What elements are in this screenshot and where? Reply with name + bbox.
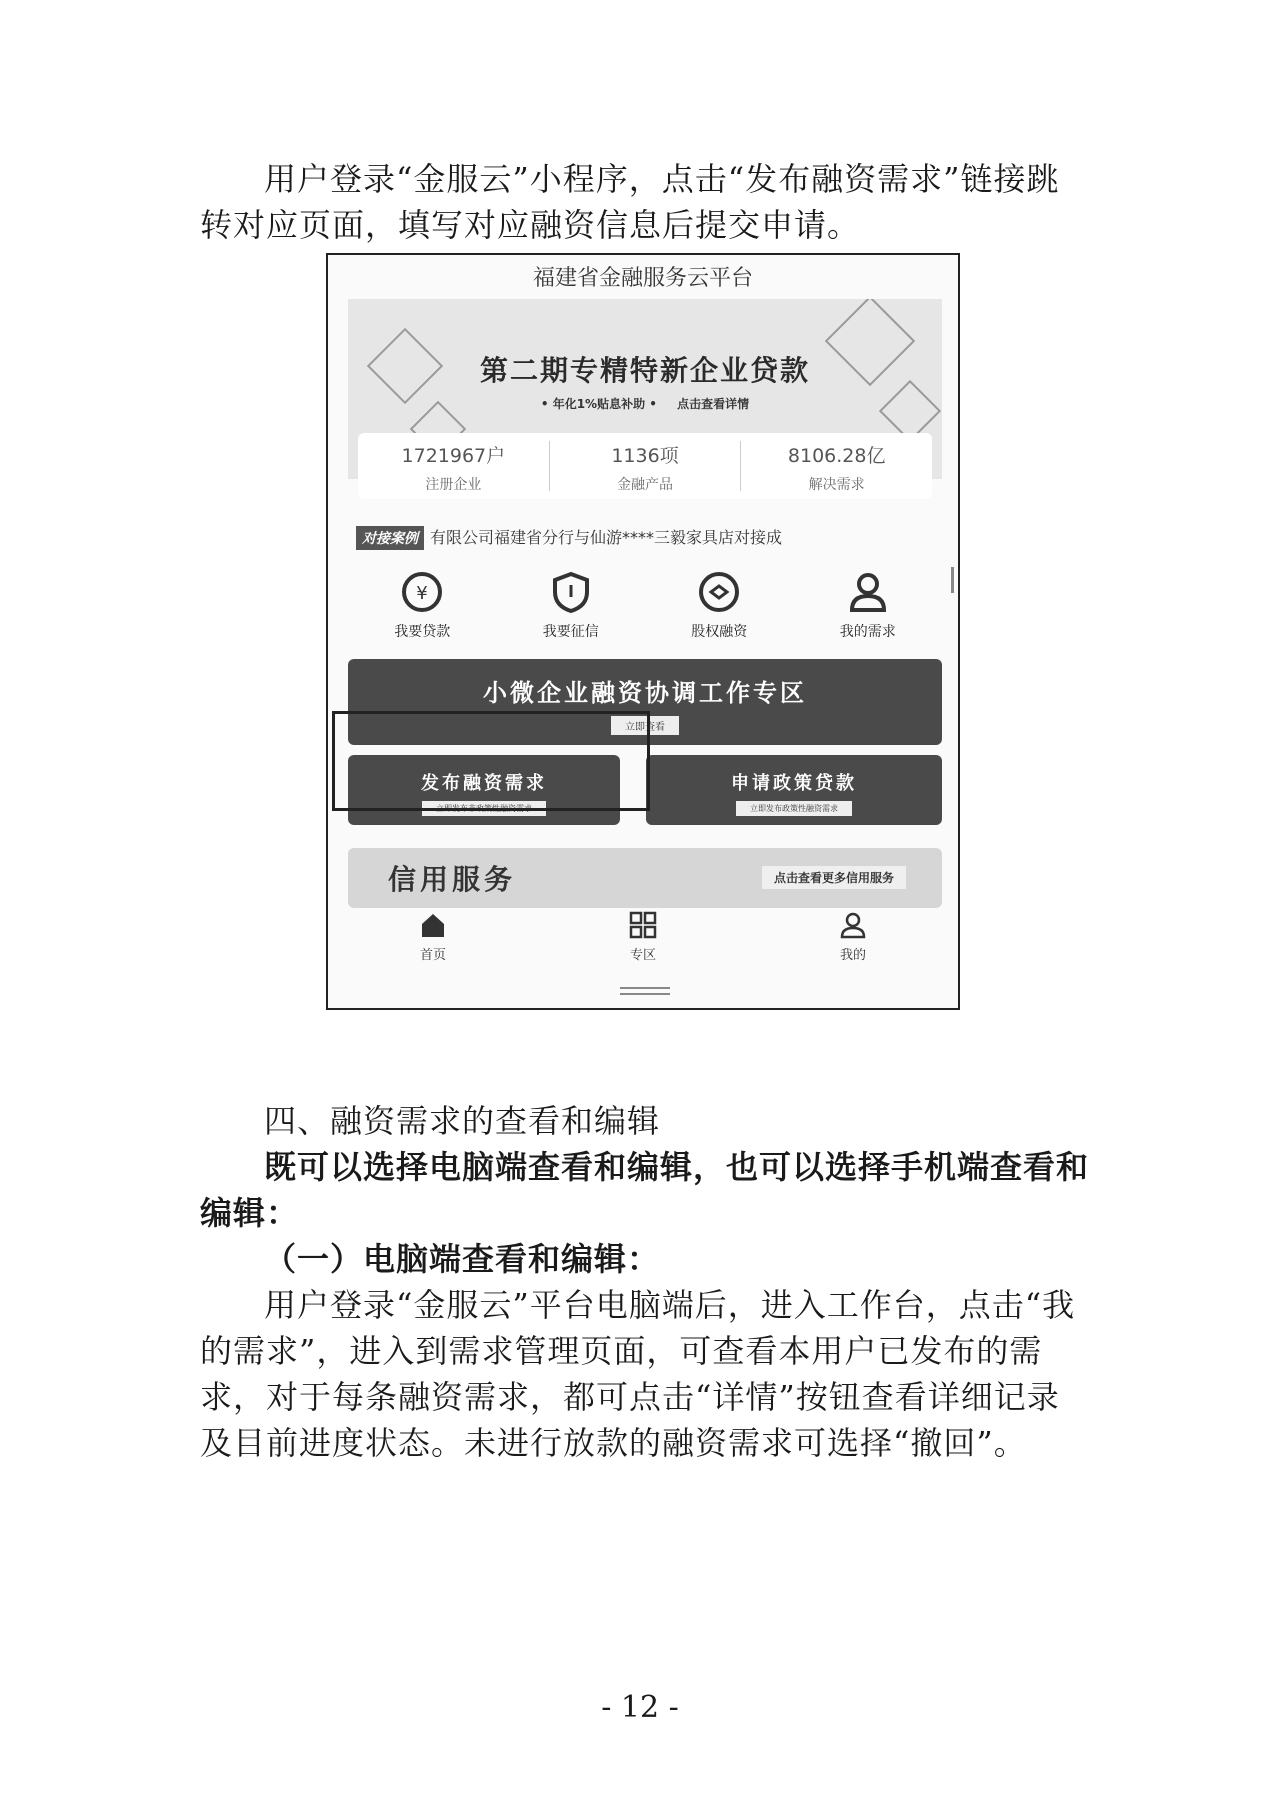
highlight-box xyxy=(332,711,650,811)
case-text: 有限公司福建省分行与仙游****三毅家具店对接成 xyxy=(430,528,783,547)
stat-products xyxy=(550,441,742,491)
policy-sub: 立即发布政策性融资需求 xyxy=(736,801,852,816)
entry-credit[interactable] xyxy=(497,567,646,657)
entry-my-demand[interactable] xyxy=(794,567,943,657)
app-title: 福建省金融服务云平台 xyxy=(532,266,753,291)
page-number: - 12 - xyxy=(601,1690,679,1725)
entry-label: 我的需求 xyxy=(839,624,896,640)
entry-label: 我要征信 xyxy=(542,624,599,640)
tab-mine[interactable] xyxy=(748,910,958,970)
entry-label: 股权融资 xyxy=(691,624,748,640)
tab-label: 首页 xyxy=(419,948,446,963)
home-indicator xyxy=(620,987,670,995)
mini-program-screenshot xyxy=(326,253,960,1010)
bottom-tab-bar xyxy=(328,910,958,970)
home-icon xyxy=(328,910,538,944)
scrollbar xyxy=(951,567,954,593)
tab-label: 我的 xyxy=(839,948,866,963)
stat-value: 1136项 xyxy=(611,445,679,467)
stats-panel xyxy=(358,433,932,499)
entry-loan[interactable] xyxy=(348,567,497,657)
entry-label: 我要贷款 xyxy=(394,624,451,640)
body-paragraph: 用户登录“金服云”平台电脑端后，进入工作台，点击“我的需求”，进入到需求管理页面，可查看本用户已发布的需求，对于每条融资需求，都可点击“详情”按钮查看详细记录及目前进度状态。未进行放款的融资需求可选择“撤回”。 xyxy=(200,1286,1076,1462)
case-tag: 对接案例 xyxy=(356,526,424,550)
stat-label: 注册企业 xyxy=(425,477,482,493)
stat-value: 8106.28亿 xyxy=(787,445,886,467)
svg-text:¥: ¥ xyxy=(416,583,428,604)
stat-label: 金融产品 xyxy=(617,477,673,493)
banner-subtitle xyxy=(348,395,942,412)
diamond-circle-icon xyxy=(645,567,794,617)
quick-entry-grid xyxy=(348,567,942,657)
credit-title: 信用服务 xyxy=(388,863,517,896)
banner-detail-link[interactable]: 点击查看详情 xyxy=(677,397,750,411)
yuan-circle-icon xyxy=(348,567,497,617)
entry-equity[interactable] xyxy=(645,567,794,657)
user-icon xyxy=(794,567,943,617)
stat-registered xyxy=(358,441,550,491)
subsection-heading: （一）电脑端查看和编辑： xyxy=(264,1240,661,1278)
policy-title: 申请政策贷款 xyxy=(731,773,857,794)
policy-loan-banner[interactable] xyxy=(646,755,942,825)
shield-icon xyxy=(497,567,646,617)
case-ticker[interactable] xyxy=(356,525,956,551)
credit-service-banner[interactable] xyxy=(348,848,942,908)
publish-sub: 立即发布非政策性融资需求 xyxy=(422,801,546,816)
publish-title: 发布融资需求 xyxy=(421,773,547,794)
banner-title: 第二期专精特新企业贷款 xyxy=(479,354,810,387)
banner-subsidy-text: • 年化1%贴息补助 • xyxy=(540,397,657,411)
stat-solved xyxy=(741,441,932,491)
tab-home[interactable] xyxy=(328,910,538,970)
tab-label: 专区 xyxy=(629,948,656,963)
bold-paragraph: 既可以选择电脑端查看和编辑，也可以选择手机端查看和编辑： xyxy=(200,1148,1090,1232)
grid-icon xyxy=(538,910,748,944)
stat-label: 解决需求 xyxy=(808,477,865,493)
zone-title: 小微企业融资协调工作专区 xyxy=(483,679,807,707)
tab-zone[interactable] xyxy=(538,910,748,970)
credit-more-button[interactable]: 点击查看更多信用服务 xyxy=(762,866,906,889)
section-heading: 四、融资需求的查看和编辑 xyxy=(264,1102,661,1140)
intro-paragraph: 用户登录“金服云”小程序，点击“发布融资需求”链接跳转对应页面，填写对应融资信息后提交申请。 xyxy=(200,160,1060,244)
profile-icon xyxy=(748,910,958,944)
stat-value: 1721967户 xyxy=(401,445,506,467)
zone-view-button[interactable]: 立即查看 xyxy=(611,716,679,735)
